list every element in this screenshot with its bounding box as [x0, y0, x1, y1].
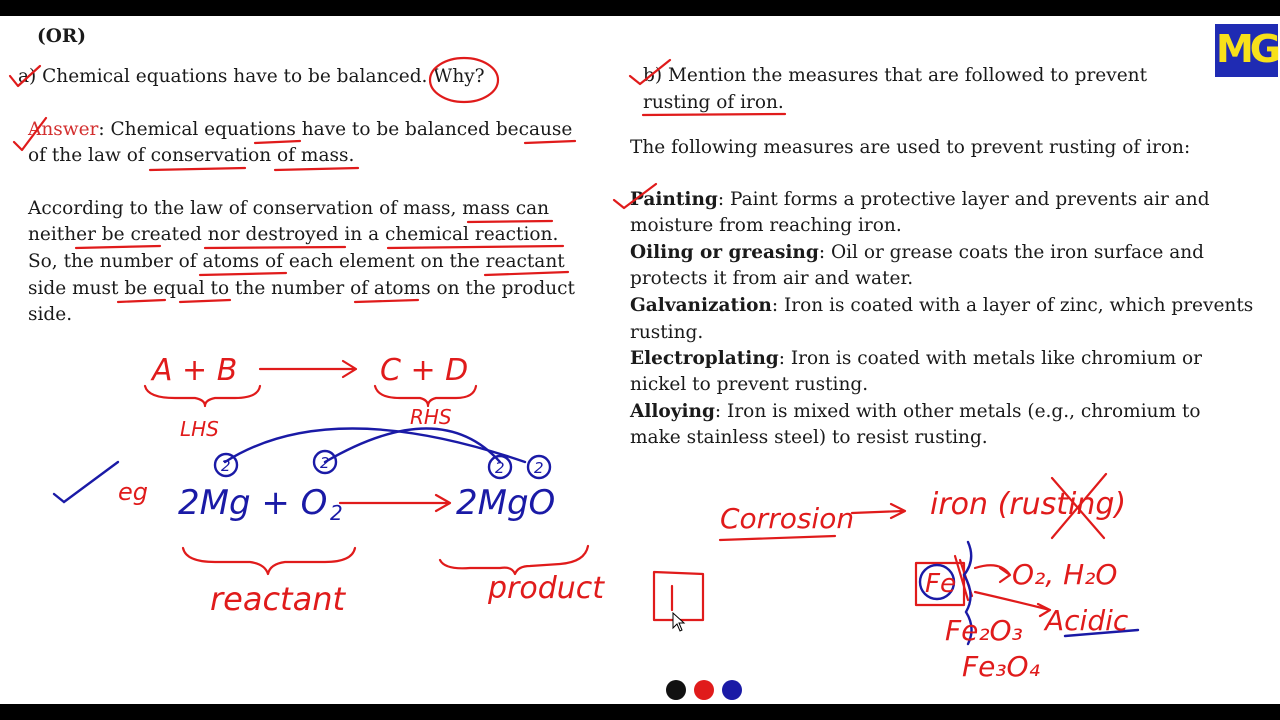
measure-line: Painting: Paint forms a protective layer and prevents air and — [630, 189, 1210, 210]
measure-line: nickel to prevent rusting. — [630, 374, 869, 395]
question-a: a) Chemical equations have to be balanced. Why? — [18, 66, 485, 87]
measures-intro: The following measures are used to prevent rusting of iron: — [630, 137, 1191, 158]
measure-line: protects it from air and water. — [630, 268, 914, 289]
tick-mark — [614, 184, 656, 208]
answer-label: Answer — [28, 119, 99, 140]
brace — [183, 548, 355, 574]
tick-mark — [14, 118, 46, 150]
hw-circled-2: 2 — [320, 454, 330, 472]
hw-o-subscript: 2 — [330, 501, 343, 525]
arrow — [975, 565, 1010, 582]
underline — [388, 246, 563, 248]
measure-term: Alloying — [630, 401, 715, 422]
underline — [118, 300, 165, 302]
underline — [205, 247, 345, 248]
underline — [255, 141, 300, 143]
measure-term: Painting — [630, 189, 718, 210]
pen-color-black[interactable] — [666, 680, 686, 700]
tick-mark — [10, 66, 40, 86]
hw-o2-h2o: O₂, H₂O — [1012, 558, 1118, 591]
or-label: (OR) — [37, 26, 86, 47]
pen-color-red[interactable] — [694, 680, 714, 700]
arrow — [975, 592, 1050, 616]
measure-line: make stainless steel) to resist rusting. — [630, 427, 988, 448]
hw-acidic: Acidic — [1045, 604, 1129, 637]
measure-line: Alloying: Iron is mixed with other metals (e.g., chromium to — [630, 401, 1201, 422]
underline — [275, 168, 358, 170]
measure-line: rusting. — [630, 322, 704, 343]
hw-iron-rusting: iron (rusting) — [930, 487, 1127, 522]
underline — [150, 168, 245, 170]
answer-line-1: Answer: Chemical equations have to be balanced because — [28, 119, 573, 140]
hw-reactant: reactant — [210, 580, 346, 618]
brace — [440, 546, 588, 574]
underline — [355, 300, 418, 302]
reaction-arrow — [340, 495, 450, 511]
measure-term: Electroplating — [630, 348, 779, 369]
measure-line: Galvanization: Iron is coated with a layer of zinc, which prevents — [630, 295, 1254, 316]
measure-term: Oiling or greasing — [630, 242, 819, 263]
hw-circled-2: 2 — [534, 459, 544, 477]
hw-eq-lhs: A + B — [152, 353, 238, 388]
brace — [375, 386, 476, 406]
hw-fe2o3: Fe₂O₃ — [945, 614, 1023, 647]
tick-mark — [630, 60, 670, 84]
hw-product: product — [488, 571, 605, 606]
para-line: side must be equal to the number of atoms on the product — [28, 278, 575, 299]
hw-circled-2: 2 — [221, 457, 231, 475]
para-line: neither be created nor destroyed in a chemical reaction. — [28, 224, 559, 245]
measure-line: Oiling or greasing: Oil or grease coats the iron surface and — [630, 242, 1204, 263]
hw-rhs: RHS — [410, 405, 452, 429]
underline — [525, 141, 575, 143]
underline — [200, 273, 286, 275]
hw-reactants: 2Mg + O — [178, 483, 328, 523]
para-line: According to the law of conservation of mass, mass can — [28, 198, 550, 219]
hw-corrosion: Corrosion — [720, 502, 855, 535]
bottom-letterbox — [0, 704, 1280, 720]
tick-mark — [54, 462, 118, 502]
para-line: side. — [28, 304, 73, 325]
underline — [720, 536, 835, 540]
measure-line: Electroplating: Iron is coated with metals like chromium or — [630, 348, 1202, 369]
pen-color-blue[interactable] — [722, 680, 742, 700]
underline — [485, 272, 568, 275]
mouse-cursor-icon — [672, 612, 686, 632]
answer-line-2: of the law of conservation of mass. — [28, 145, 355, 166]
underline — [643, 114, 785, 115]
hw-fe3o4: Fe₃O₄ — [962, 650, 1040, 683]
hw-eq-rhs: C + D — [380, 353, 469, 388]
corrosion-arrow — [852, 504, 905, 518]
hw-fe: Fe — [925, 569, 956, 599]
underline — [180, 300, 230, 302]
underline — [76, 246, 160, 248]
hw-circled-2: 2 — [495, 459, 505, 477]
mg-logo: MG — [1215, 24, 1278, 77]
underline — [468, 221, 552, 222]
hw-eg: eg — [118, 478, 148, 506]
brace — [145, 386, 260, 406]
question-b-line-2: rusting of iron. — [643, 92, 784, 113]
why-circle — [430, 58, 498, 102]
measure-line: moisture from reaching iron. — [630, 215, 902, 236]
para-line: So, the number of atoms of each element on the reactant — [28, 251, 565, 272]
measure-term: Galvanization — [630, 295, 772, 316]
question-b-line-1: b) Mention the measures that are followed to prevent — [643, 65, 1147, 86]
hw-lhs: LHS — [180, 417, 219, 441]
reaction-arrow — [260, 361, 356, 377]
hw-product-formula: 2MgO — [456, 483, 556, 523]
